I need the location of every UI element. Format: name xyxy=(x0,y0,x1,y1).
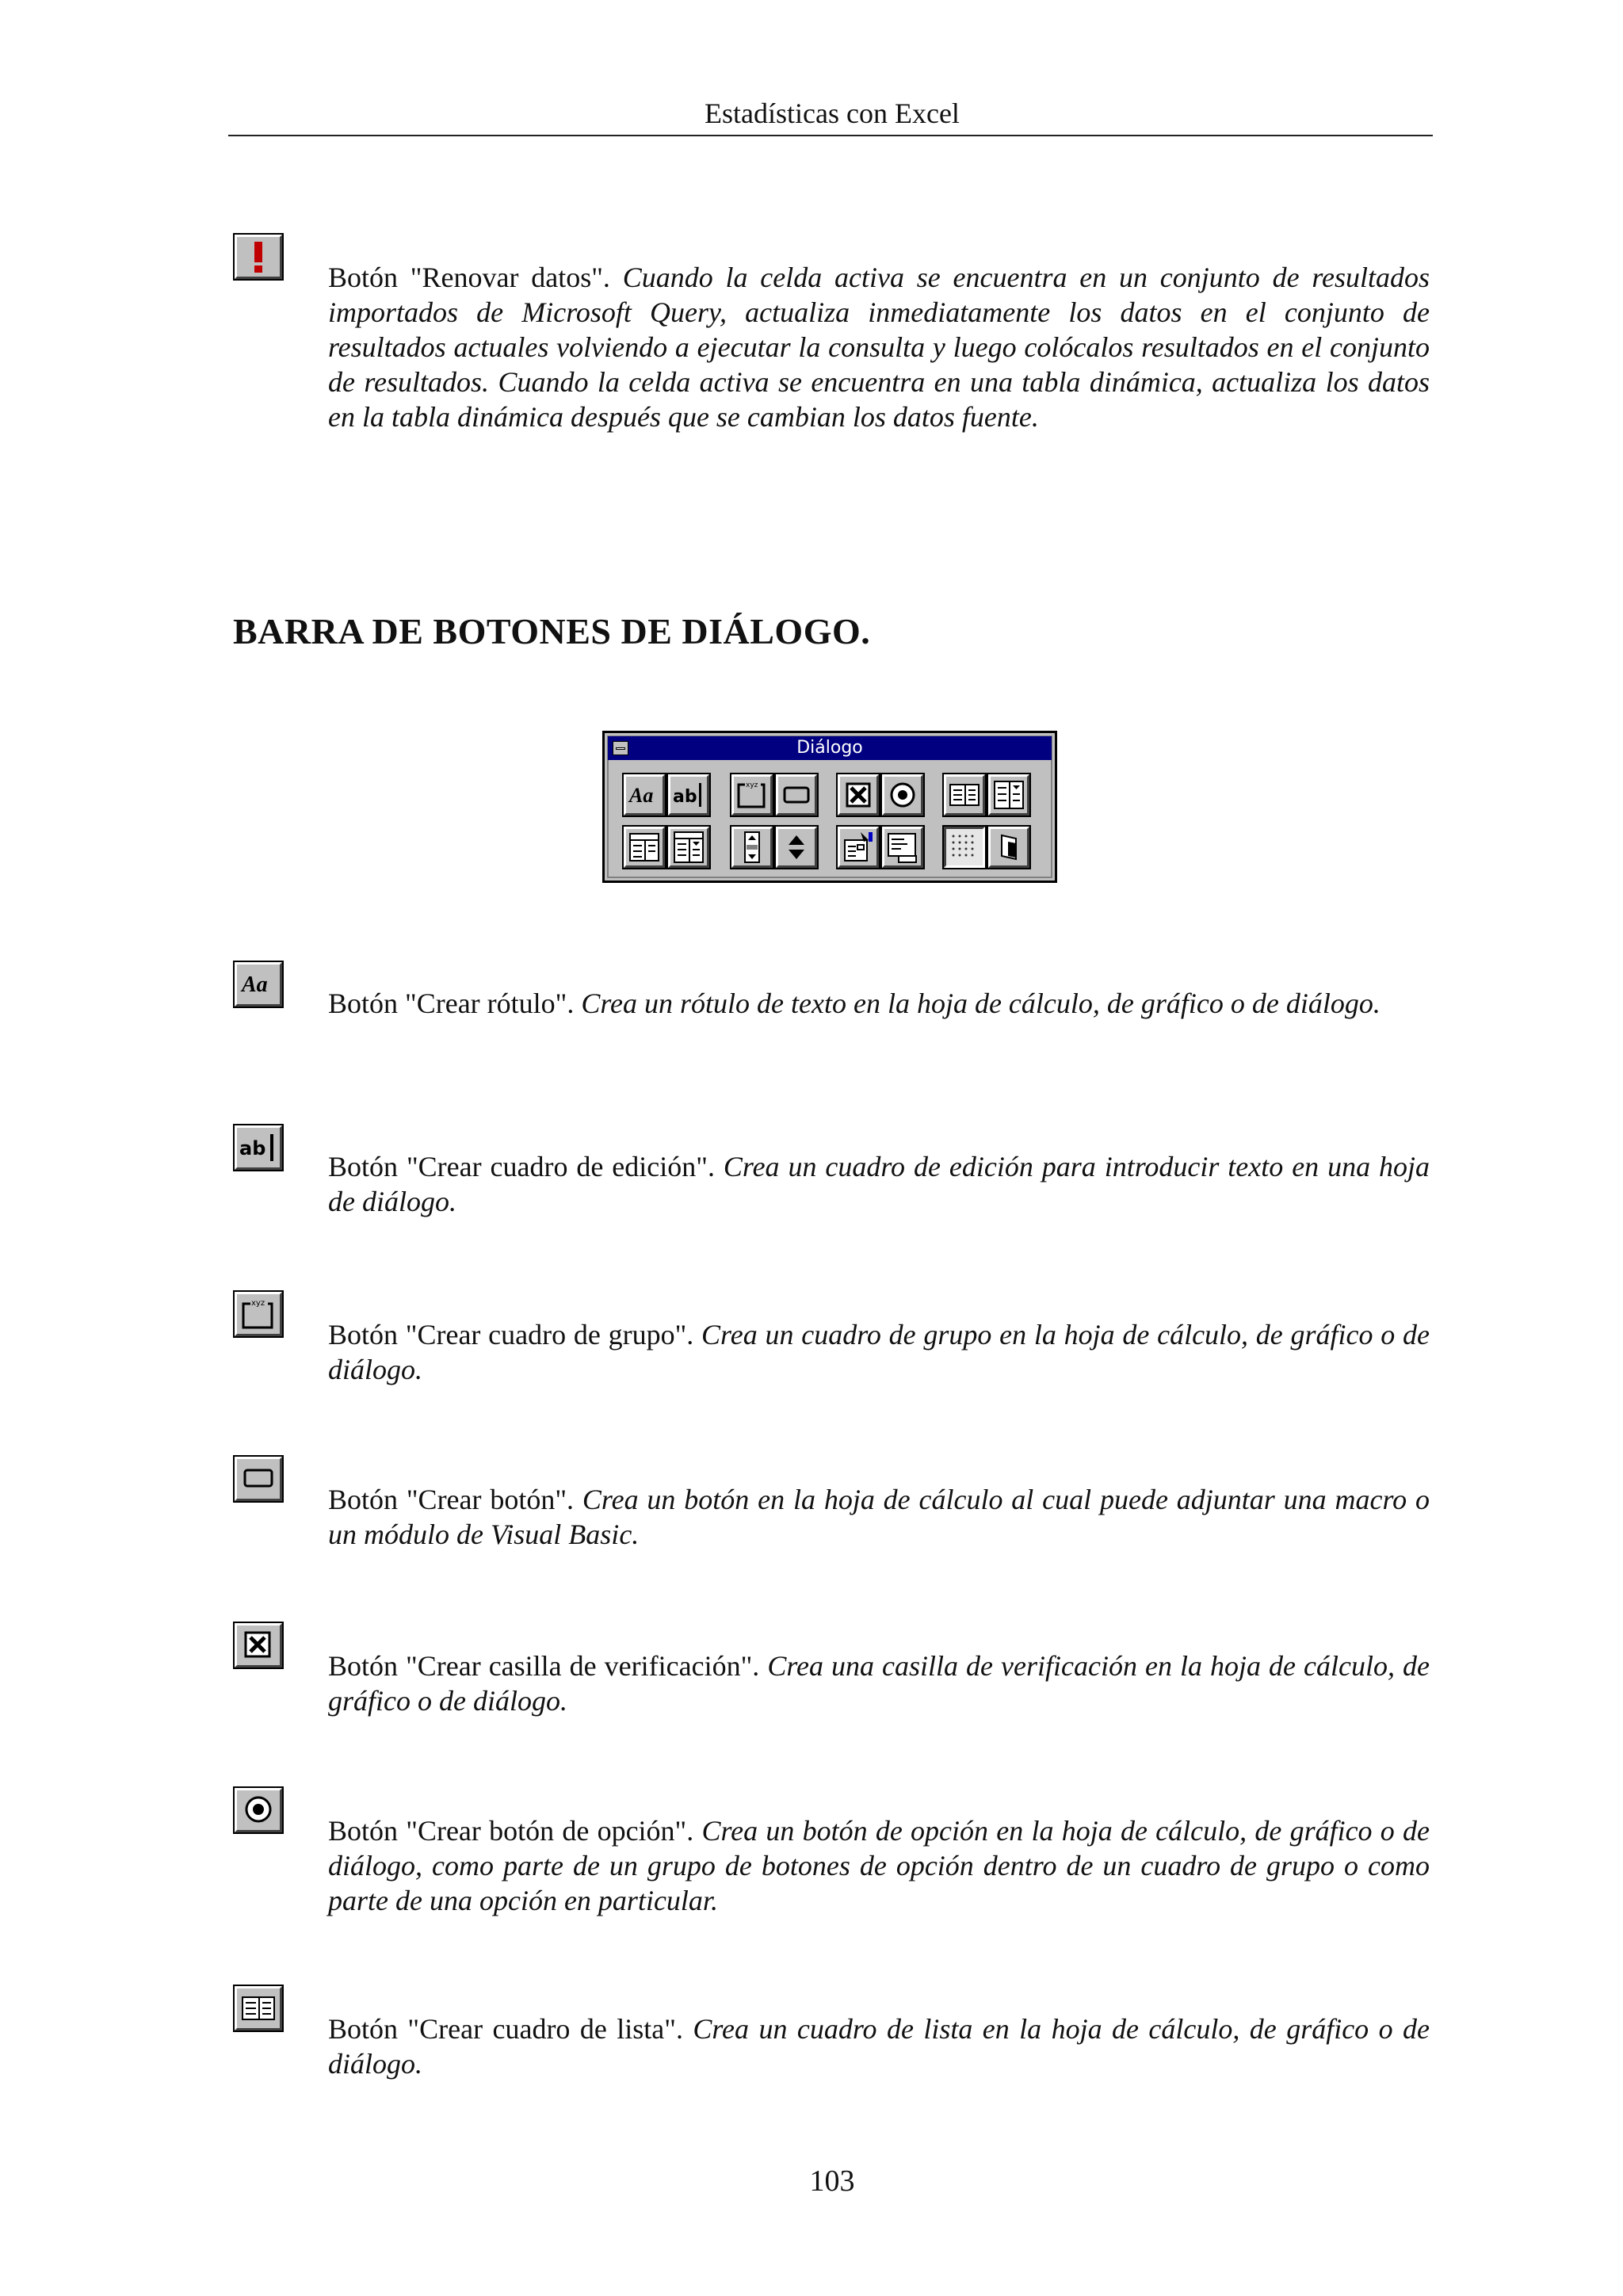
list-box-icon[interactable] xyxy=(944,774,985,816)
entry-label: Botón "Crear rótulo". xyxy=(328,988,575,1019)
option-button-icon xyxy=(235,1788,282,1832)
header-rule xyxy=(228,135,1433,136)
entry-label: Botón "Crear casilla de verificación". xyxy=(328,1650,760,1682)
svg-text:ab: ab xyxy=(239,1137,266,1159)
entry-description: Crea un rótulo de texto en la hoja de cálculo, de gráfico o de diálogo. xyxy=(581,988,1381,1019)
list-box-icon xyxy=(235,1986,282,2030)
spinner-icon[interactable] xyxy=(776,827,817,868)
toolbar-titlebar[interactable] xyxy=(608,736,1052,760)
running-header: Estadísticas con Excel xyxy=(705,97,960,129)
svg-text:xyz: xyz xyxy=(251,1299,265,1308)
entry-label: Botón "Renovar datos". xyxy=(328,262,610,293)
scroll-bar-icon[interactable] xyxy=(731,827,773,868)
svg-text:xyz: xyz xyxy=(746,781,758,789)
entry-label: Botón "Crear cuadro de lista". xyxy=(328,2013,683,2045)
entry-label: Botón "Crear cuadro de grupo". xyxy=(328,1319,694,1350)
push-button-icon[interactable] xyxy=(776,774,817,816)
section-heading: BARRA DE BOTONES DE DIÁLOGO. xyxy=(233,611,871,651)
group-box-icon xyxy=(235,1292,282,1336)
page-number: 103 xyxy=(809,2164,855,2198)
combo-drop-down-edit-icon[interactable] xyxy=(668,827,709,868)
svg-text:Aa: Aa xyxy=(242,972,268,997)
entry-description: Crea un cuadro de edición para introducir texto en una hoja de diálogo. xyxy=(328,1151,1430,1217)
entry-description: Crea un botón en la hoja de cálculo al cual puede adjuntar una macro o un módulo de Visual Basic. xyxy=(328,1484,1430,1550)
toggle-grid-icon[interactable] xyxy=(944,827,985,868)
edit-code-icon[interactable] xyxy=(882,827,923,868)
svg-text:Aa: Aa xyxy=(629,784,654,807)
svg-text:ab: ab xyxy=(673,787,697,807)
system-menu-icon[interactable] xyxy=(613,741,628,755)
label-icon xyxy=(235,962,282,1007)
entry-label: Botón "Crear botón de opción". xyxy=(328,1815,694,1847)
dialog-toolbar xyxy=(602,731,1057,883)
label-icon[interactable] xyxy=(624,774,665,816)
entry-description: Crea un cuadro de grupo en la hoja de cálculo, de gráfico o de diálogo. xyxy=(328,1319,1430,1385)
combo-list-edit-icon[interactable] xyxy=(624,827,665,868)
entry-description: Crea un botón de opción en la hoja de cálculo, de gráfico o de diálogo, como parte de un grupo de botones de opción dentro de un cuadro de grupo o como parte de una opción en particular. xyxy=(328,1815,1430,1916)
entry-description: Cuando la celda activa se encuentra en un conjunto de resultados importados de Microsoft Query, actualiza inmediatamente los datos en el conjunto de resultados actuales volviendo a ejecutar la consulta y luego colócalos resultados en el conjunto de resultados. Cuando la celda activa se encuentra en una tabla dinámica, actualiza los datos en la tabla dinámica después que se cambian los datos fuente. xyxy=(328,262,1430,433)
control-properties-icon[interactable] xyxy=(838,827,879,868)
option-button-icon[interactable] xyxy=(882,774,923,816)
entry-label: Botón "Crear botón". xyxy=(328,1484,575,1515)
group-box-icon[interactable] xyxy=(731,774,773,816)
edit-box-icon[interactable] xyxy=(668,774,709,816)
entry-description: Crea un cuadro de lista en la hoja de cálculo, de gráfico o de diálogo. xyxy=(328,2013,1430,2080)
toolbar-title: Diálogo xyxy=(796,738,863,758)
edit-box-icon xyxy=(235,1125,282,1170)
entry-label: Botón "Crear cuadro de edición". xyxy=(328,1151,715,1182)
run-dialog-icon[interactable] xyxy=(988,827,1029,868)
entry-description: Crea una casilla de verificación en la hoja de cálculo, de gráfico o de diálogo. xyxy=(328,1650,1430,1717)
checkbox-icon[interactable] xyxy=(838,774,879,816)
exclamation-icon xyxy=(235,235,282,279)
checkbox-icon xyxy=(235,1623,282,1668)
drop-down-icon[interactable] xyxy=(988,774,1029,816)
push-button-icon xyxy=(235,1457,282,1501)
